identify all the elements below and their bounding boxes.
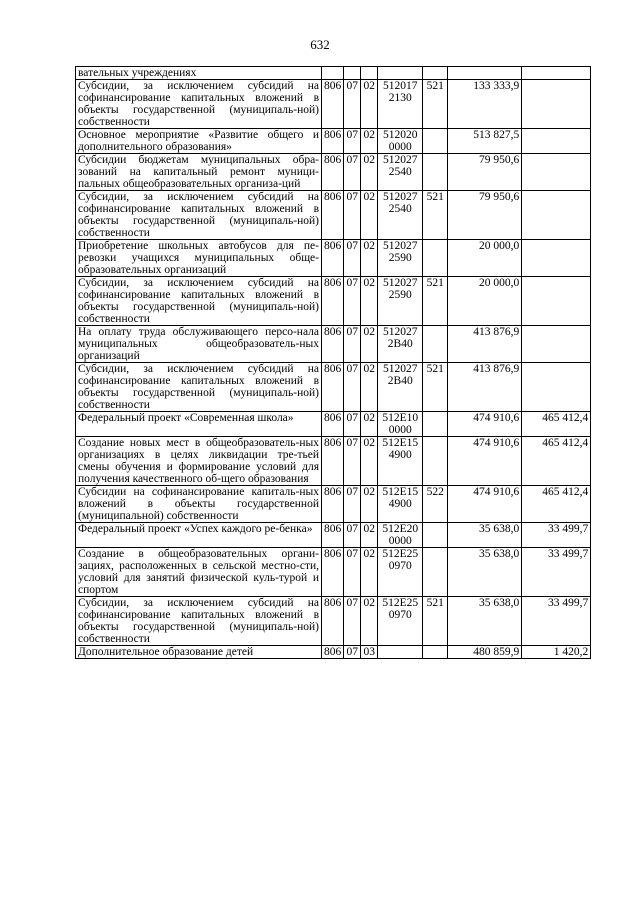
budget-table bbox=[75, 66, 591, 659]
table-row bbox=[76, 326, 591, 363]
table-row bbox=[76, 67, 591, 80]
row-expense-type-cell bbox=[423, 240, 448, 277]
row-expense-type-cell: 521 bbox=[423, 80, 448, 129]
row-amount-2-cell bbox=[522, 154, 591, 191]
row-amount-1-cell: 79 950,6 bbox=[448, 154, 522, 191]
row-section-cell: 07 bbox=[344, 597, 361, 646]
row-amount-2-cell: 465 412,4 bbox=[522, 486, 591, 523]
row-ved-code-cell: 806 bbox=[322, 129, 344, 154]
row-ved-code-cell: 806 bbox=[322, 548, 344, 597]
row-name-cell: Субсидии, за исключением субсидий на софинансирование капитальных вложений в объекты государственной (муниципаль-ной) собственности bbox=[76, 80, 322, 129]
row-amount-2-cell bbox=[522, 129, 591, 154]
row-expense-type-cell bbox=[423, 154, 448, 191]
row-expense-type-cell bbox=[423, 412, 448, 437]
budget-table-body bbox=[76, 67, 591, 659]
table-row bbox=[76, 129, 591, 154]
row-target-article-cell: 512027 2540 bbox=[378, 191, 423, 240]
row-subsection-cell: 03 bbox=[361, 646, 378, 659]
row-expense-type-cell: 522 bbox=[423, 486, 448, 523]
table-row bbox=[76, 80, 591, 129]
row-section-cell: 07 bbox=[344, 548, 361, 597]
row-subsection-cell: 02 bbox=[361, 129, 378, 154]
row-amount-1-cell: 413 876,9 bbox=[448, 326, 522, 363]
row-ved-code-cell: 806 bbox=[322, 486, 344, 523]
row-section-cell: 07 bbox=[344, 154, 361, 191]
table-row bbox=[76, 597, 591, 646]
row-amount-2-cell bbox=[522, 277, 591, 326]
row-name-cell: Федеральный проект «Успех каждого ре-бенка» bbox=[76, 523, 322, 548]
table-row bbox=[76, 437, 591, 486]
row-section-cell: 07 bbox=[344, 191, 361, 240]
row-ved-code-cell bbox=[322, 67, 344, 80]
row-amount-2-cell: 33 499,7 bbox=[522, 548, 591, 597]
row-section-cell: 07 bbox=[344, 80, 361, 129]
row-section-cell: 07 bbox=[344, 486, 361, 523]
row-subsection-cell: 02 bbox=[361, 486, 378, 523]
row-amount-1-cell: 20 000,0 bbox=[448, 240, 522, 277]
row-amount-1-cell: 20 000,0 bbox=[448, 277, 522, 326]
row-section-cell: 07 bbox=[344, 437, 361, 486]
row-amount-2-cell bbox=[522, 326, 591, 363]
row-amount-1-cell: 35 638,0 bbox=[448, 523, 522, 548]
row-amount-1-cell: 474 910,6 bbox=[448, 412, 522, 437]
row-amount-2-cell bbox=[522, 80, 591, 129]
row-target-article-cell: 512Е15 4900 bbox=[378, 486, 423, 523]
row-expense-type-cell: 521 bbox=[423, 597, 448, 646]
row-amount-1-cell: 513 827,5 bbox=[448, 129, 522, 154]
row-ved-code-cell: 806 bbox=[322, 363, 344, 412]
row-expense-type-cell bbox=[423, 548, 448, 597]
row-name-cell: Субсидии, за исключением субсидий на софинансирование капитальных вложений в объекты государственной (муниципаль-ной) собственности bbox=[76, 363, 322, 412]
row-amount-2-cell: 465 412,4 bbox=[522, 412, 591, 437]
row-target-article-cell: 512027 2590 bbox=[378, 240, 423, 277]
row-subsection-cell: 02 bbox=[361, 240, 378, 277]
table-row bbox=[76, 277, 591, 326]
row-ved-code-cell: 806 bbox=[322, 191, 344, 240]
table-row bbox=[76, 412, 591, 437]
row-amount-1-cell: 35 638,0 bbox=[448, 548, 522, 597]
row-section-cell: 07 bbox=[344, 363, 361, 412]
row-expense-type-cell bbox=[423, 437, 448, 486]
row-ved-code-cell: 806 bbox=[322, 277, 344, 326]
row-target-article-cell bbox=[378, 646, 423, 659]
row-name-cell: Создание в общеобразовательных органи-зациях, расположенных в сельской местно-сти, условий для занятий физической куль-турой и спортом bbox=[76, 548, 322, 597]
row-subsection-cell: 02 bbox=[361, 597, 378, 646]
row-name-cell: Создание новых мест в общеобразователь-ных организациях в целях ликвидации тре-тьей смены обучения и формирование условий для получения качественного об-щего образования bbox=[76, 437, 322, 486]
row-target-article-cell: 512027 2590 bbox=[378, 277, 423, 326]
row-ved-code-cell: 806 bbox=[322, 412, 344, 437]
row-amount-2-cell bbox=[522, 363, 591, 412]
row-target-article-cell: 512027 2В40 bbox=[378, 363, 423, 412]
row-name-cell: Субсидии бюджетам муниципальных обра-зований на капитальный ремонт муници-пальных общеобразовательных организа-ций bbox=[76, 154, 322, 191]
row-amount-1-cell: 133 333,9 bbox=[448, 80, 522, 129]
row-name-cell: Федеральный проект «Современная школа» bbox=[76, 412, 322, 437]
row-target-article-cell: 512Е20 0000 bbox=[378, 523, 423, 548]
row-name-cell: Субсидии, за исключением субсидий на софинансирование капитальных вложений в объекты государственной (муниципаль-ной) собственности bbox=[76, 597, 322, 646]
table-row bbox=[76, 191, 591, 240]
row-target-article-cell bbox=[378, 67, 423, 80]
row-amount-2-cell bbox=[522, 191, 591, 240]
row-ved-code-cell: 806 bbox=[322, 326, 344, 363]
row-ved-code-cell: 806 bbox=[322, 154, 344, 191]
table-row bbox=[76, 240, 591, 277]
row-section-cell: 07 bbox=[344, 326, 361, 363]
row-section-cell: 07 bbox=[344, 277, 361, 326]
row-section-cell: 07 bbox=[344, 646, 361, 659]
table-row bbox=[76, 154, 591, 191]
table-row bbox=[76, 646, 591, 659]
row-subsection-cell: 02 bbox=[361, 548, 378, 597]
row-name-cell: Основное мероприятие «Развитие общего и дополнительного образования» bbox=[76, 129, 322, 154]
row-subsection-cell: 02 bbox=[361, 277, 378, 326]
row-amount-2-cell: 33 499,7 bbox=[522, 597, 591, 646]
row-target-article-cell: 512027 2540 bbox=[378, 154, 423, 191]
row-expense-type-cell: 521 bbox=[423, 277, 448, 326]
row-name-cell: На оплату труда обслуживающего персо-нала муниципальных общеобразователь-ных организаций bbox=[76, 326, 322, 363]
row-ved-code-cell: 806 bbox=[322, 80, 344, 129]
row-amount-1-cell: 474 910,6 bbox=[448, 437, 522, 486]
row-subsection-cell: 02 bbox=[361, 523, 378, 548]
row-amount-2-cell bbox=[522, 240, 591, 277]
table-row bbox=[76, 486, 591, 523]
row-section-cell: 07 bbox=[344, 523, 361, 548]
row-amount-1-cell: 413 876,9 bbox=[448, 363, 522, 412]
row-subsection-cell: 02 bbox=[361, 363, 378, 412]
table-row bbox=[76, 523, 591, 548]
row-expense-type-cell bbox=[423, 67, 448, 80]
row-expense-type-cell bbox=[423, 523, 448, 548]
row-amount-2-cell: 465 412,4 bbox=[522, 437, 591, 486]
row-target-article-cell: 512Е15 4900 bbox=[378, 437, 423, 486]
row-section-cell: 07 bbox=[344, 129, 361, 154]
row-name-cell: Субсидии, за исключением субсидий на софинансирование капитальных вложений в объекты государственной (муниципаль-ной) собственности bbox=[76, 191, 322, 240]
row-target-article-cell: 512017 2130 bbox=[378, 80, 423, 129]
row-amount-2-cell: 33 499,7 bbox=[522, 523, 591, 548]
row-target-article-cell: 512027 2В40 bbox=[378, 326, 423, 363]
row-amount-1-cell bbox=[448, 67, 522, 80]
row-subsection-cell: 02 bbox=[361, 412, 378, 437]
row-amount-1-cell: 35 638,0 bbox=[448, 597, 522, 646]
row-expense-type-cell: 521 bbox=[423, 191, 448, 240]
row-target-article-cell: 512Е25 0970 bbox=[378, 597, 423, 646]
row-name-cell: Дополнительное образование детей bbox=[76, 646, 322, 659]
row-expense-type-cell bbox=[423, 646, 448, 659]
row-name-cell: Субсидии на софинансирование капиталь-ных вложений в объекты государственной (муниципальной) собственности bbox=[76, 486, 322, 523]
row-ved-code-cell: 806 bbox=[322, 523, 344, 548]
row-subsection-cell: 02 bbox=[361, 437, 378, 486]
row-subsection-cell bbox=[361, 67, 378, 80]
row-subsection-cell: 02 bbox=[361, 80, 378, 129]
row-subsection-cell: 02 bbox=[361, 326, 378, 363]
row-name-cell: Приобретение школьных автобусов для пе-ревозки учащихся муниципальных обще-образовательных организаций bbox=[76, 240, 322, 277]
row-name-cell: вательных учреждениях bbox=[76, 67, 322, 80]
row-section-cell: 07 bbox=[344, 240, 361, 277]
row-amount-2-cell bbox=[522, 67, 591, 80]
row-ved-code-cell: 806 bbox=[322, 437, 344, 486]
row-subsection-cell: 02 bbox=[361, 191, 378, 240]
row-name-cell: Субсидии, за исключением субсидий на софинансирование капитальных вложений в объекты государственной (муниципаль-ной) собственности bbox=[76, 277, 322, 326]
row-expense-type-cell: 521 bbox=[423, 363, 448, 412]
table-row bbox=[76, 363, 591, 412]
row-subsection-cell: 02 bbox=[361, 154, 378, 191]
row-ved-code-cell: 806 bbox=[322, 597, 344, 646]
row-section-cell bbox=[344, 67, 361, 80]
table-row bbox=[76, 548, 591, 597]
row-target-article-cell: 512020 0000 bbox=[378, 129, 423, 154]
row-target-article-cell: 512Е10 0000 bbox=[378, 412, 423, 437]
row-target-article-cell: 512Е25 0970 bbox=[378, 548, 423, 597]
row-amount-1-cell: 480 859,9 bbox=[448, 646, 522, 659]
row-amount-1-cell: 79 950,6 bbox=[448, 191, 522, 240]
row-expense-type-cell bbox=[423, 326, 448, 363]
row-section-cell: 07 bbox=[344, 412, 361, 437]
row-ved-code-cell: 806 bbox=[322, 240, 344, 277]
page-number: 632 bbox=[310, 37, 330, 52]
row-ved-code-cell: 806 bbox=[322, 646, 344, 659]
row-amount-1-cell: 474 910,6 bbox=[448, 486, 522, 523]
row-expense-type-cell bbox=[423, 129, 448, 154]
row-amount-2-cell: 1 420,2 bbox=[522, 646, 591, 659]
